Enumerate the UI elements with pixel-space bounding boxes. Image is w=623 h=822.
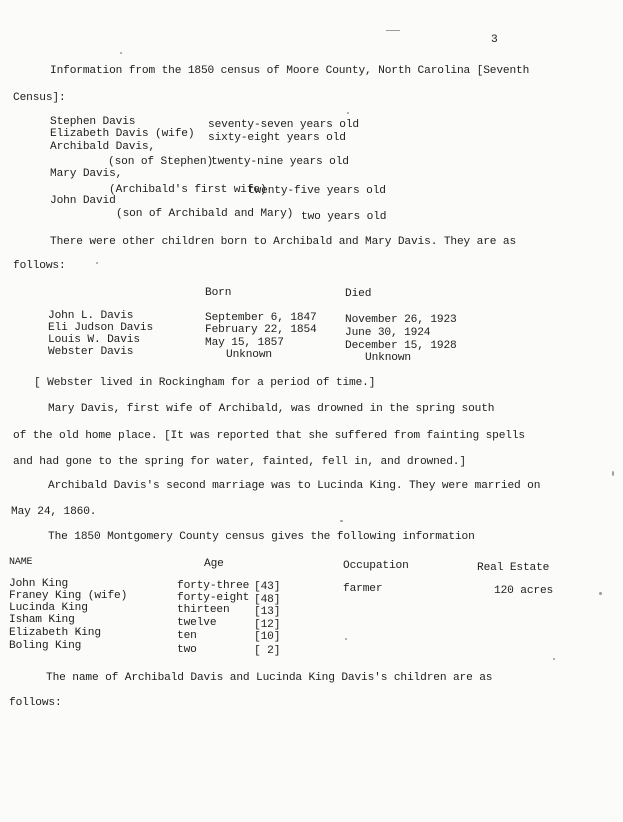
scan-speck: [96, 262, 98, 264]
king-name-3: Isham King: [9, 614, 75, 626]
scan-speck: [345, 638, 347, 640]
child-died-3: Unknown: [365, 352, 411, 364]
scan-speck: [340, 520, 343, 522]
child-died-0: November 26, 1923: [345, 314, 457, 326]
second-marriage-line-2: May 24, 1860.: [11, 506, 97, 518]
moore-note-4: (son of Archibald and Mary): [116, 208, 294, 220]
moore-name-3: Mary Davis,: [50, 168, 123, 180]
king-age-num-3: [12]: [254, 619, 281, 631]
king-age-words-4: ten: [177, 630, 197, 642]
scan-speck: [120, 52, 122, 54]
second-marriage-line-1: Archibald Davis's second marriage was to Lucinda King. They were married on: [48, 480, 541, 492]
moore-age-2: twenty-nine years old: [211, 156, 349, 168]
children-intro-line-1: There were other children born to Archibald and Mary Davis. They are as: [50, 236, 517, 248]
king-age-num-4: [10]: [254, 631, 281, 643]
mary-para-line-1: Mary Davis, first wife of Archibald, was drowned in the spring south: [48, 403, 495, 415]
child-name-3: Webster Davis: [48, 346, 134, 358]
child-name-1: Eli Judson Davis: [48, 322, 154, 334]
child-died-2: December 15, 1928: [345, 340, 457, 352]
king-name-5: Boling King: [9, 640, 82, 652]
moore-name-0: Stephen Davis: [50, 116, 136, 128]
child-died-1: June 30, 1924: [345, 327, 431, 339]
king-age-words-1: forty-eight: [177, 592, 250, 604]
moore-age-1: sixty-eight years old: [208, 132, 346, 144]
moore-age-3: twenty-five years old: [248, 185, 386, 197]
child-born-2: May 15, 1857: [205, 337, 284, 349]
scan-speck: [599, 592, 602, 595]
col-header-name: NAME: [9, 557, 33, 568]
intro-line-2: Census]:: [13, 92, 66, 104]
king-name-2: Lucinda King: [9, 602, 88, 614]
mary-para-line-3: and had gone to the spring for water, fainted, fell in, and drowned.]: [13, 456, 466, 468]
intro-line-1: Information from the 1850 census of Moore County, North Carolina [Seventh: [50, 65, 530, 77]
mary-para-line-2: of the old home place. [It was reported that she suffered from fainting spells: [13, 430, 525, 442]
king-age-num-1: [48]: [254, 594, 281, 606]
scan-speck: [553, 658, 555, 660]
col-header-real-estate: Real Estate: [477, 562, 550, 574]
page-number: 3: [491, 34, 498, 46]
scan-speck: [612, 471, 614, 476]
king-name-1: Franey King (wife): [9, 590, 128, 602]
scan-speck: [347, 112, 349, 114]
closing-line-1: The name of Archibald Davis and Lucinda King Davis's children are as: [46, 672, 493, 684]
moore-age-0: seventy-seven years old: [208, 119, 359, 131]
moore-name-2: Archibald Davis,: [50, 141, 156, 153]
child-born-3: Unknown: [226, 349, 272, 361]
child-name-2: Louis W. Davis: [48, 334, 140, 346]
king-name-0: John King: [9, 578, 69, 590]
child-name-0: John L. Davis: [48, 310, 134, 322]
born-header: Born: [205, 287, 232, 299]
king-age-num-5: [ 2]: [254, 645, 281, 657]
moore-note-2: (son of Stephen): [108, 156, 214, 168]
king-age-words-5: two: [177, 644, 197, 656]
moore-name-1: Elizabeth Davis (wife): [50, 128, 195, 140]
king-age-words-2: thirteen: [177, 604, 230, 616]
closing-line-2: follows:: [9, 697, 62, 709]
child-born-1: February 22, 1854: [205, 324, 317, 336]
king-real-estate-0: 120 acres: [494, 585, 554, 597]
webster-note: [ Webster lived in Rockingham for a period of time.]: [34, 377, 376, 389]
child-born-0: September 6, 1847: [205, 312, 317, 324]
moore-note-3: (Archibald's first wife): [109, 184, 267, 196]
montgomery-intro: The 1850 Montgomery County census gives the following information: [48, 531, 475, 543]
king-occupation-0: farmer: [343, 583, 383, 595]
king-age-words-0: forty-three: [177, 580, 250, 592]
king-age-num-0: [43]: [254, 581, 281, 593]
children-intro-line-2: follows:: [13, 260, 66, 272]
scan-speck: [386, 30, 400, 31]
king-age-words-3: twelve: [177, 617, 217, 629]
moore-age-4: two years old: [301, 211, 387, 223]
col-header-occupation: Occupation: [343, 560, 409, 572]
died-header: Died: [345, 288, 372, 300]
moore-name-4: John David: [50, 195, 116, 207]
king-name-4: Elizabeth King: [9, 627, 101, 639]
col-header-age: Age: [204, 558, 224, 570]
king-age-num-2: [13]: [254, 606, 281, 618]
